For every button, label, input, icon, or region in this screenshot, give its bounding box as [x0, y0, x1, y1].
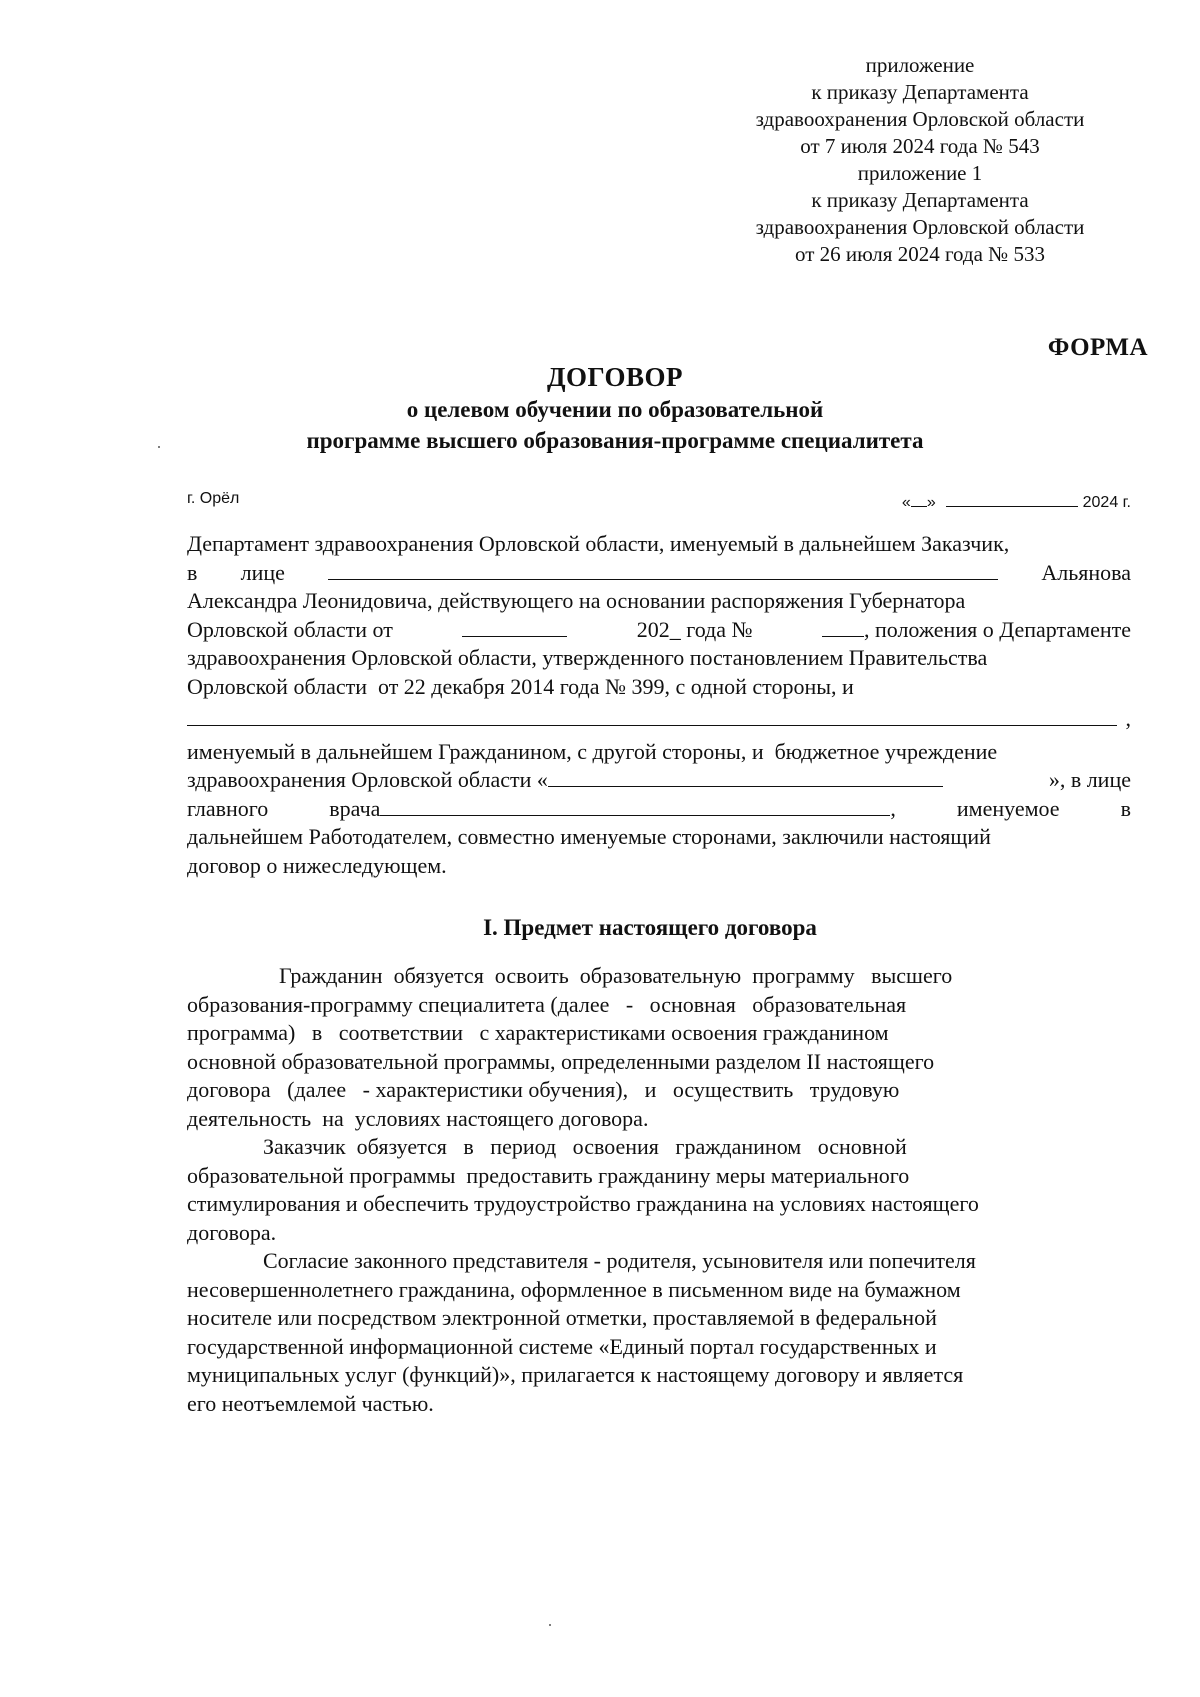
preamble-text: здравоохранения Орловской области «	[187, 767, 548, 792]
paragraph-text: муниципальных услуг (функций)», прилагается к настоящему договору и является	[187, 1362, 964, 1387]
scan-speck	[549, 1624, 551, 1626]
preamble-text: Департамент здравоохранения Орловской области, именуемый в дальнейшем Заказчик,	[187, 531, 1010, 556]
paragraph-text: договора.	[187, 1219, 277, 1245]
appendix-header	[700, 52, 1140, 268]
preamble-text: », в лице	[1048, 767, 1131, 792]
p1-line-6	[187, 1105, 1131, 1134]
paragraph-text: Гражданин обязуется освоить образовательную программу высшего	[279, 963, 953, 988]
preamble-text: главного	[187, 795, 269, 821]
date-quote-open: «	[901, 494, 911, 511]
p3-line-3	[187, 1304, 1131, 1333]
p3-line-1	[187, 1247, 1131, 1276]
preamble-line-9	[187, 766, 1131, 795]
preamble	[187, 530, 1131, 880]
scan-speck	[158, 446, 160, 448]
p3-line-4	[187, 1333, 1131, 1362]
institution-name-blank	[548, 768, 943, 787]
preamble-text: ,	[1125, 706, 1131, 731]
preamble-line-5	[187, 644, 1131, 673]
preamble-text: в	[1120, 795, 1131, 821]
paragraph-text: носителе или посредством электронной отметки, проставляемой в федеральной	[187, 1305, 937, 1330]
p1-line-2	[187, 991, 1131, 1020]
header-line-8: от 26 июля 2024 года № 533	[795, 242, 1045, 266]
order-number-blank	[822, 618, 864, 637]
header-line-6: к приказу Департамента	[811, 188, 1029, 212]
paragraph-text: Согласие законного представителя - родителя, усыновителя или попечителя	[263, 1248, 976, 1273]
preamble-text: лице	[240, 559, 285, 585]
header-line-2: к приказу Департамента	[811, 80, 1029, 104]
paragraph-text: государственной информационной системе «Единый портал государственных и	[187, 1333, 937, 1359]
preamble-text: дальнейшем Работодателем, совместно именуемые сторонами, заключили настоящий	[187, 824, 991, 849]
citizen-name-blank	[187, 707, 1117, 726]
section-1-title: I. Предмет настоящего договора	[483, 915, 817, 940]
date-quote-close: »	[926, 494, 936, 511]
p3-line-2	[187, 1276, 1131, 1305]
place-date-row	[187, 490, 1131, 516]
institution-group	[187, 766, 943, 795]
preamble-line-10	[187, 795, 1131, 824]
order-date-blank	[462, 618, 567, 637]
header-line-7: здравоохранения Орловской области	[755, 215, 1085, 239]
preamble-text: , положения о Департаменте	[863, 616, 1131, 642]
p2-line-1	[187, 1133, 1131, 1162]
head-doctor-blank	[380, 797, 890, 816]
p1-line-5	[187, 1076, 1131, 1105]
month-blank	[946, 492, 1078, 507]
paragraph-text: деятельность на условиях настоящего договора.	[187, 1105, 649, 1131]
paragraph-text: стимулирования и обеспечить трудоустройство гражданина на условиях настоящего	[187, 1191, 979, 1216]
preamble-line-2	[187, 559, 1131, 588]
form-label: ФОРМА	[1047, 334, 1148, 361]
preamble-text: договор о нижеследующем.	[187, 852, 447, 878]
date-field	[902, 492, 1131, 512]
preamble-text: ,	[890, 795, 896, 821]
preamble-text: Орловской области от 22 декабря 2014 года № 399, с одной стороны, и	[187, 673, 854, 699]
paragraph-text: Заказчик обязуется в период освоения гражданином основной	[263, 1134, 907, 1159]
preamble-line-7	[187, 705, 1131, 734]
preamble-text: 202_ года №	[636, 616, 753, 642]
preamble-text: Орловской области от	[187, 616, 393, 642]
header-line-4: от 7 июля 2024 года № 543	[800, 134, 1040, 158]
paragraph-text: программа) в соответствии с характеристиками освоения гражданином	[187, 1020, 889, 1045]
preamble-text: в	[187, 559, 198, 585]
preamble-line-1	[187, 530, 1131, 559]
representative-blank	[328, 561, 998, 580]
preamble-text: Альянова	[1041, 559, 1131, 585]
p3-line-5	[187, 1361, 1131, 1390]
preamble-line-4	[187, 616, 1131, 645]
paragraph-text: основной образовательной программы, определенными разделом II настоящего	[187, 1048, 935, 1074]
title-line-3: программе высшего образования-программе специалитета	[306, 428, 924, 453]
preamble-text: здравоохранения Орловской области, утвержденного постановлением Правительства	[187, 645, 988, 670]
paragraph-text: его неотъемлемой частью.	[187, 1390, 434, 1416]
preamble-line-6	[187, 673, 1131, 702]
paragraph-text: образования-программу специалитета (далее - основная образовательная	[187, 991, 907, 1017]
preamble-line-8	[187, 738, 1131, 767]
document-title	[150, 360, 1080, 456]
section-1-body	[187, 962, 1131, 1418]
title-line-2: о целевом обучении по образовательной	[406, 397, 824, 422]
paragraph-text: несовершеннолетнего гражданина, оформленное в письменном виде на бумажном	[187, 1276, 961, 1302]
preamble-text: именуемое	[956, 795, 1060, 821]
header-line-3: здравоохранения Орловской области	[755, 107, 1085, 131]
paragraph-text: договора (далее - характеристики обучения), и осуществить трудовую	[187, 1077, 900, 1102]
p2-line-3	[187, 1190, 1131, 1219]
city-label: г. Орёл	[187, 490, 240, 507]
p1-line-1	[187, 962, 1131, 991]
title-line-1: ДОГОВОР	[546, 362, 684, 392]
preamble-line-3	[187, 587, 1131, 616]
preamble-text: именуемый в дальнейшем Гражданином, с другой стороны, и бюджетное учреждение	[187, 738, 998, 764]
paragraph-text: образовательной программы предоставить гражданину меры материального	[187, 1162, 910, 1188]
p2-line-2	[187, 1162, 1131, 1191]
header-line-1: приложение	[865, 53, 975, 77]
date-year: 2024 г.	[1082, 494, 1131, 511]
preamble-line-11	[187, 823, 1131, 852]
p1-line-3	[187, 1019, 1131, 1048]
p2-line-4	[187, 1219, 1131, 1248]
p1-line-4	[187, 1048, 1131, 1077]
order-number-group	[822, 616, 1131, 645]
preamble-line-12	[187, 852, 1131, 881]
preamble-text: врача	[329, 795, 381, 821]
header-line-5: приложение 1	[857, 161, 983, 185]
preamble-text: Александра Леонидовича, действующего на основании распоряжения Губернатора	[187, 588, 966, 613]
p3-line-6	[187, 1390, 1131, 1419]
head-doctor-group	[329, 795, 896, 824]
day-blank	[911, 492, 927, 507]
